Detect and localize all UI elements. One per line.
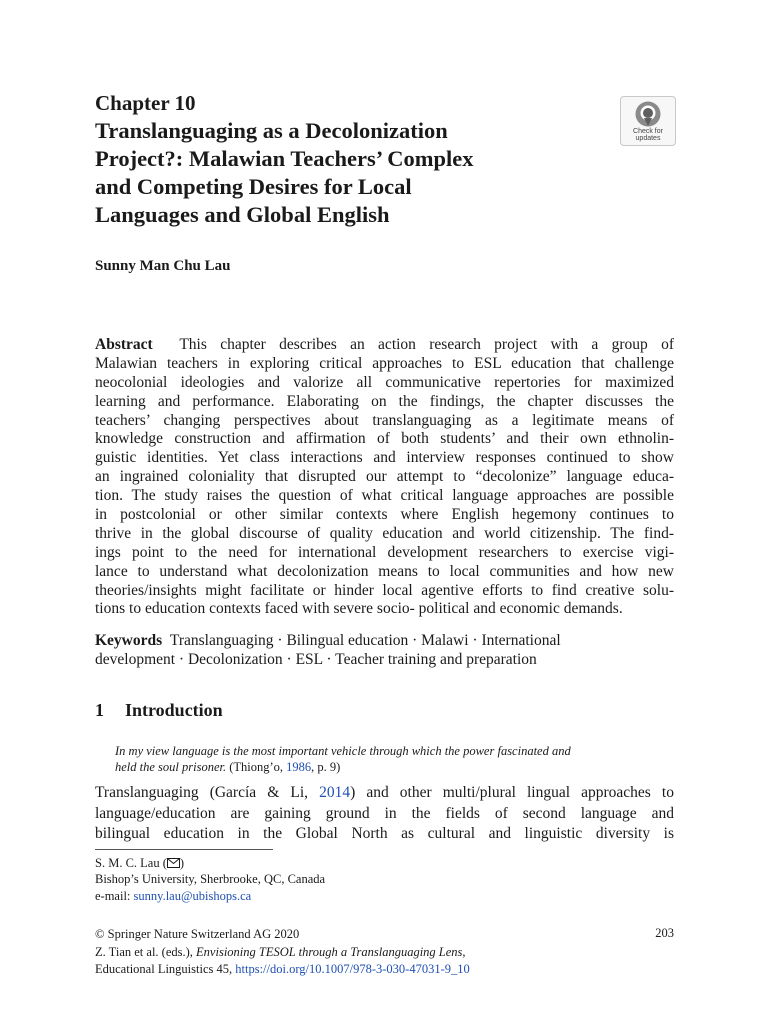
copyright-line: © Springer Nature Switzerland AG 2020 (95, 927, 300, 941)
epigraph (115, 743, 675, 775)
title-line: Languages and Global English (95, 202, 390, 227)
abstract-line: teachers’ changing perspectives about translanguaging as a legitimate means of (95, 411, 674, 429)
title-line: Project?: Malawian Teachers’ Complex (95, 146, 474, 171)
citation-link[interactable]: 1986 (286, 760, 312, 774)
section-heading (95, 700, 223, 721)
title-line: Translanguaging as a Decolonization (95, 118, 448, 143)
editors-line: Z. Tian et al. (eds.), Envisioning TESOL through a Translanguaging Lens, (95, 944, 466, 959)
copyright-block (95, 926, 674, 979)
abstract-line: an ingrained coloniality that disrupted our attempt to “decolonize” language educa- (95, 468, 674, 486)
abstract-line: guistic identities. Yet class interactions and interview responses continued to show (95, 449, 674, 467)
body-paragraph (95, 783, 674, 845)
abstract-line: Malawian teachers in exploring critical approaches to ESL education that challenge (95, 354, 674, 372)
affiliation-email-line: e-mail: sunny.lau@ubishops.ca (95, 888, 252, 903)
check-for-updates-badge[interactable] (620, 96, 676, 146)
doi-link[interactable]: https://doi.org/10.1007/978-3-030-47031-9_10 (235, 962, 470, 976)
abstract-line: neocolonial ideologies and valorize all communicative repertories for maximized (95, 373, 674, 391)
keywords (95, 631, 674, 669)
body-line: Translanguaging (García & Li, 2014) and other multi/plural lingual approaches to (95, 784, 674, 801)
keywords-line: Keywords Translanguaging · Bilingual education · Malawi · International (95, 632, 561, 649)
keywords-label: Keywords (95, 632, 163, 649)
book-title: Envisioning TESOL through a Translanguaging Lens (196, 944, 463, 959)
title-line: and Competing Desires for Local (95, 174, 412, 199)
abstract-line: thrive in the global discourse of quality education and world citizenship. The find- (95, 524, 674, 542)
citation-link[interactable]: 2014 (319, 784, 351, 801)
abstract-label: Abstract (95, 336, 153, 353)
abstract-line: ings point to the need for international development researchers to exercise vigi- (95, 543, 674, 561)
author-name: Sunny Man Chu Lau (95, 258, 231, 274)
envelope-icon[interactable] (167, 858, 180, 868)
section-title: Introduction (125, 700, 223, 720)
chapter-title (95, 117, 595, 229)
affiliation-name-line: S. M. C. Lau ( ) (95, 856, 185, 870)
email-link[interactable]: sunny.lau@ubishops.ca (133, 888, 252, 903)
page-number: 203 (655, 926, 674, 940)
abstract-line: tions to education contexts faced with severe socio- political and economic demands. (95, 600, 623, 618)
abstract-line: theories/insights might facilitate or hinder local agentive efforts to find creative solu- (95, 581, 674, 599)
body-line: bilingual education in the Global North as cultural and linguistic diversity is (95, 825, 674, 842)
body-line: language/education are gaining ground in the fields of second language and (95, 804, 674, 822)
epigraph-line: In my view language is the most important vehicle through which the power fascinated and (115, 744, 571, 758)
author-affiliation (95, 855, 325, 904)
epigraph-line: held the soul prisoner. (Thiong’o, 1986, p. 9) (115, 760, 341, 774)
series-line: Educational Linguistics 45, https://doi.org/10.1007/978-3-030-47031-9_10 (95, 962, 470, 976)
abstract-line: learning and performance. Elaborating on the findings, the chapter discusses the (95, 392, 674, 410)
footnote-divider (95, 849, 273, 850)
badge-text-line2: updates (635, 135, 661, 142)
affiliation-institution: Bishop’s University, Sherbrooke, QC, Canada (95, 872, 326, 887)
keywords-line: development · Decolonization · ESL · Teacher training and preparation (95, 651, 537, 668)
abstract-line: knowledge construction and affirmation of both students’ and their own ethnolin- (95, 430, 674, 448)
section-number: 1 (95, 700, 104, 720)
abstract-line: in postcolonial or other similar contexts where English hegemony continues to (95, 506, 674, 524)
abstract-line: lance to understand what decolonization means to local communities and how new (95, 562, 674, 580)
check-for-updates-icon (634, 100, 662, 128)
abstract-line: tion. The study raises the question of what critical language approaches are possible (95, 487, 674, 505)
abstract-line: Abstract This chapter describes an action research project with a group of (95, 336, 674, 353)
badge-text-line1: Check for (633, 128, 663, 135)
abstract (95, 336, 674, 619)
chapter-label: Chapter 10 (95, 91, 196, 115)
